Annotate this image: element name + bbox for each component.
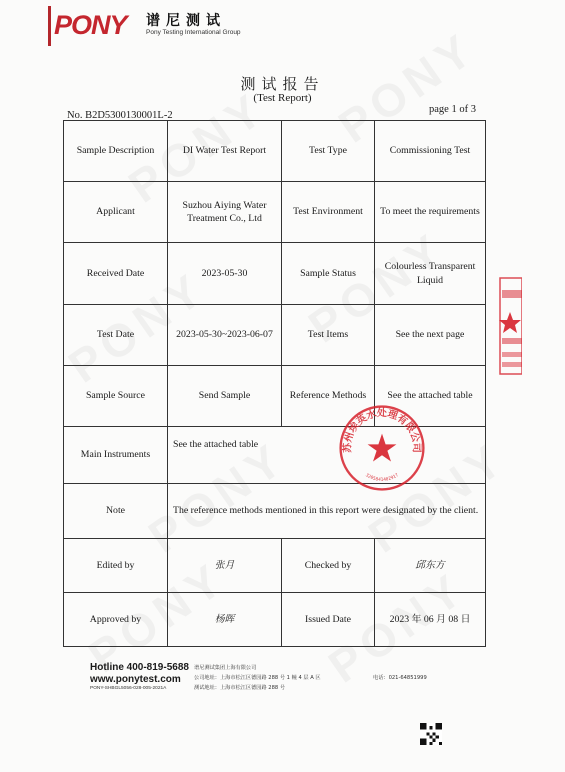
report-number: No. B2D5300130001L-2 <box>67 110 173 121</box>
website-link[interactable]: www.ponytest.com <box>90 674 181 685</box>
checked-by-signature: 邱东方 <box>375 539 486 593</box>
issued-date-value: 2023 年 06 月 08 日 <box>375 593 486 647</box>
edited-by-signature: 张月 <box>168 539 282 593</box>
cross-page-seal <box>498 276 522 376</box>
reference-methods-value: See the attached table <box>375 366 486 427</box>
reference-methods-label: Reference Methods <box>282 366 375 427</box>
test-type-label: Test Type <box>282 121 375 182</box>
document-code: PONY-SHBGL5056-028-005-2021A <box>90 686 167 691</box>
approved-by-signature: 杨晖 <box>168 593 282 647</box>
company-logo: PONY <box>54 10 127 40</box>
applicant-value: Suzhou Aiying Water Treatment Co., Ltd <box>168 182 282 243</box>
report-subtitle: (Test Report) <box>253 92 312 104</box>
sample-status-value: Colourless Transparent Liquid <box>375 243 486 305</box>
applicant-label: Applicant <box>64 182 168 243</box>
footer-telephone: 电话：021-64851999 <box>373 675 427 681</box>
test-date-value: 2023-05-30~2023-06-07 <box>168 305 282 366</box>
hotline: Hotline 400-819-5688 <box>90 662 189 673</box>
table-row <box>64 539 486 593</box>
table-row <box>64 182 486 243</box>
qr-code <box>420 723 442 745</box>
sample-source-label: Sample Source <box>64 366 168 427</box>
logo-accent-bar <box>48 6 51 46</box>
issued-date-label: Issued Date <box>282 593 375 647</box>
seal-text: 苏州埃英水处理有限公司 <box>342 408 422 453</box>
main-instruments-value: See the attached table <box>168 427 486 484</box>
edited-by-label: Edited by <box>64 539 168 593</box>
report-info-table <box>63 120 486 647</box>
test-items-label: Test Items <box>282 305 375 366</box>
note-label: Note <box>64 484 168 539</box>
company-seal-stamp <box>337 403 427 493</box>
test-date-label: Test Date <box>64 305 168 366</box>
table-row <box>64 121 486 182</box>
company-name-cn: 谱尼测试 <box>146 13 226 29</box>
received-date-label: Received Date <box>64 243 168 305</box>
footer-company-address: 公司地址：上海市松江区德园路 288 号 1 幢 4 层 A 区 <box>194 675 321 681</box>
sample-status-label: Sample Status <box>282 243 375 305</box>
test-type-value: Commissioning Test <box>375 121 486 182</box>
approved-by-label: Approved by <box>64 593 168 647</box>
table-row <box>64 243 486 305</box>
sample-source-value: Send Sample <box>168 366 282 427</box>
note-value: The reference methods mentioned in this report were designated by the client. <box>168 484 486 539</box>
test-environment-value: To meet the requirements <box>375 182 486 243</box>
footer-company: 谱尼测试集团上海有限公司 <box>194 665 257 671</box>
sample-description-label: Sample Description <box>64 121 168 182</box>
table-row <box>64 593 486 647</box>
report-title: 测试报告 <box>240 75 325 93</box>
page-indicator: page 1 of 3 <box>429 104 476 115</box>
table-row <box>64 305 486 366</box>
received-date-value: 2023-05-30 <box>168 243 282 305</box>
seal-number: 3205841402917 <box>364 473 400 483</box>
main-instruments-label: Main Instruments <box>64 427 168 484</box>
sample-description-value: DI Water Test Report <box>168 121 282 182</box>
svg-text:3205841402917 <box>364 472 400 483</box>
test-environment-label: Test Environment <box>282 182 375 243</box>
footer-test-address: 测试地址：上海市松江区德园路 288 号 <box>194 685 286 691</box>
test-items-value: See the next page <box>375 305 486 366</box>
checked-by-label: Checked by <box>282 539 375 593</box>
company-name-en: Pony Testing International Group <box>146 29 241 36</box>
